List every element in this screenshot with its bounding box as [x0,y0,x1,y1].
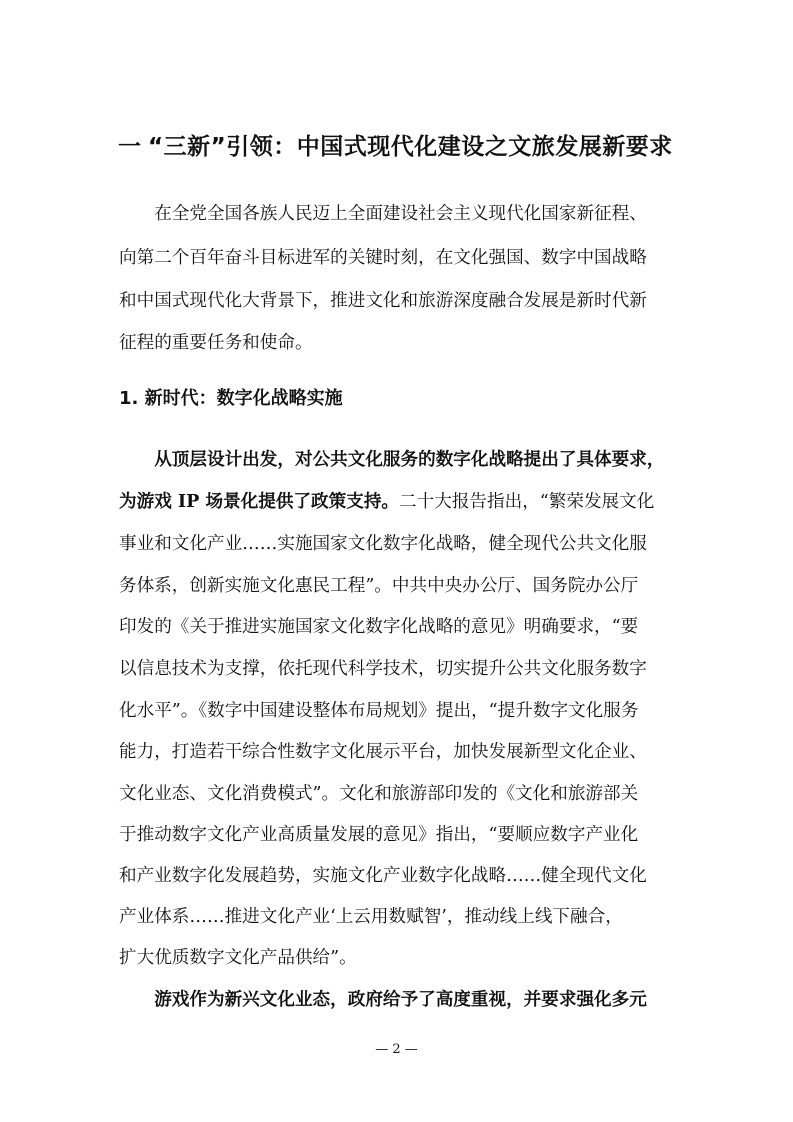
subsection-heading: 1. 新时代：数字化战略实施 [119,388,343,409]
body-line [119,655,647,680]
body-line [119,862,647,887]
intro-line: 向第二个百年奋斗目标进军的关键时刻，在文化强国、数字中国战略 [119,248,647,268]
page-number: — 2 — [375,1042,418,1057]
body-line [119,903,623,928]
normal-text: 二十大报告指出，“繁荣发展文化 [399,492,655,512]
bold-text: 从顶层设计出发，对公共文化服务的数字化战略提出了具体要求， [119,449,665,470]
normal-text: 印发的《关于推进实施国家文化数字化战略的意见》明确要求，“要 [119,617,639,637]
intro-line: 征程的重要任务和使命。 [119,333,313,353]
normal-text: 文化业态、文化消费模式”。文化和旅游部印发的《文化和旅游部关 [119,784,639,804]
section-heading [118,128,718,161]
normal-text: 事业和文化产业……实施国家文化数字化战略，健全现代公共文化服 [119,534,647,554]
body-line: 游戏作为新兴文化业态，政府给予了高度重视，并要求强化多元 [119,989,647,1010]
bold-text: 为游戏 IP 场景化提供了政策支持。 [119,491,400,512]
body-line [119,697,638,722]
intro-line: 和中国式现代化大背景下，推进文化和旅游深度融合发展是新时代新 [119,291,647,311]
normal-text: 务体系，创新实施文化惠民工程”。中共中央办公厅、国务院办公厅 [119,576,639,596]
heading-title: “三新”引领：中国式现代化建设之文旅发展新要求 [148,134,673,160]
normal-text: 能力，打造若干综合性数字文化展示平台，加快发展新型文化企业、 [119,742,647,762]
normal-text: 产业体系……推进文化产业‘上云用数赋智’，推动线上线下融合， [119,907,623,927]
body-line [119,572,638,597]
normal-text: 和产业数字化发展趋势，实施文化产业数字化战略……健全现代文化 [119,866,647,886]
body-line [119,780,638,805]
body-line [119,530,647,555]
body-line [119,944,357,969]
body-line [119,738,647,763]
intro-line: 在全党全国各族人民迈上全面建设社会主义现代化国家新征程、 [119,204,647,224]
body-line [119,613,638,638]
normal-text: 扩大优质数字文化产品供给”。 [119,948,357,968]
normal-text: 以信息技术为支撑，依托现代科学技术，切实提升公共文化服务数字 [119,659,647,679]
normal-text: 化水平”。《数字中国建设整体布局规划》提出，“提升数字文化服务 [119,701,639,721]
body-line [119,821,638,846]
body-line [119,446,664,471]
normal-text: 于推动数字文化产业高质量发展的意见》指出，“要顺应数字产业化 [119,825,639,845]
body-line [119,488,654,513]
heading-number: 一 [118,134,142,160]
